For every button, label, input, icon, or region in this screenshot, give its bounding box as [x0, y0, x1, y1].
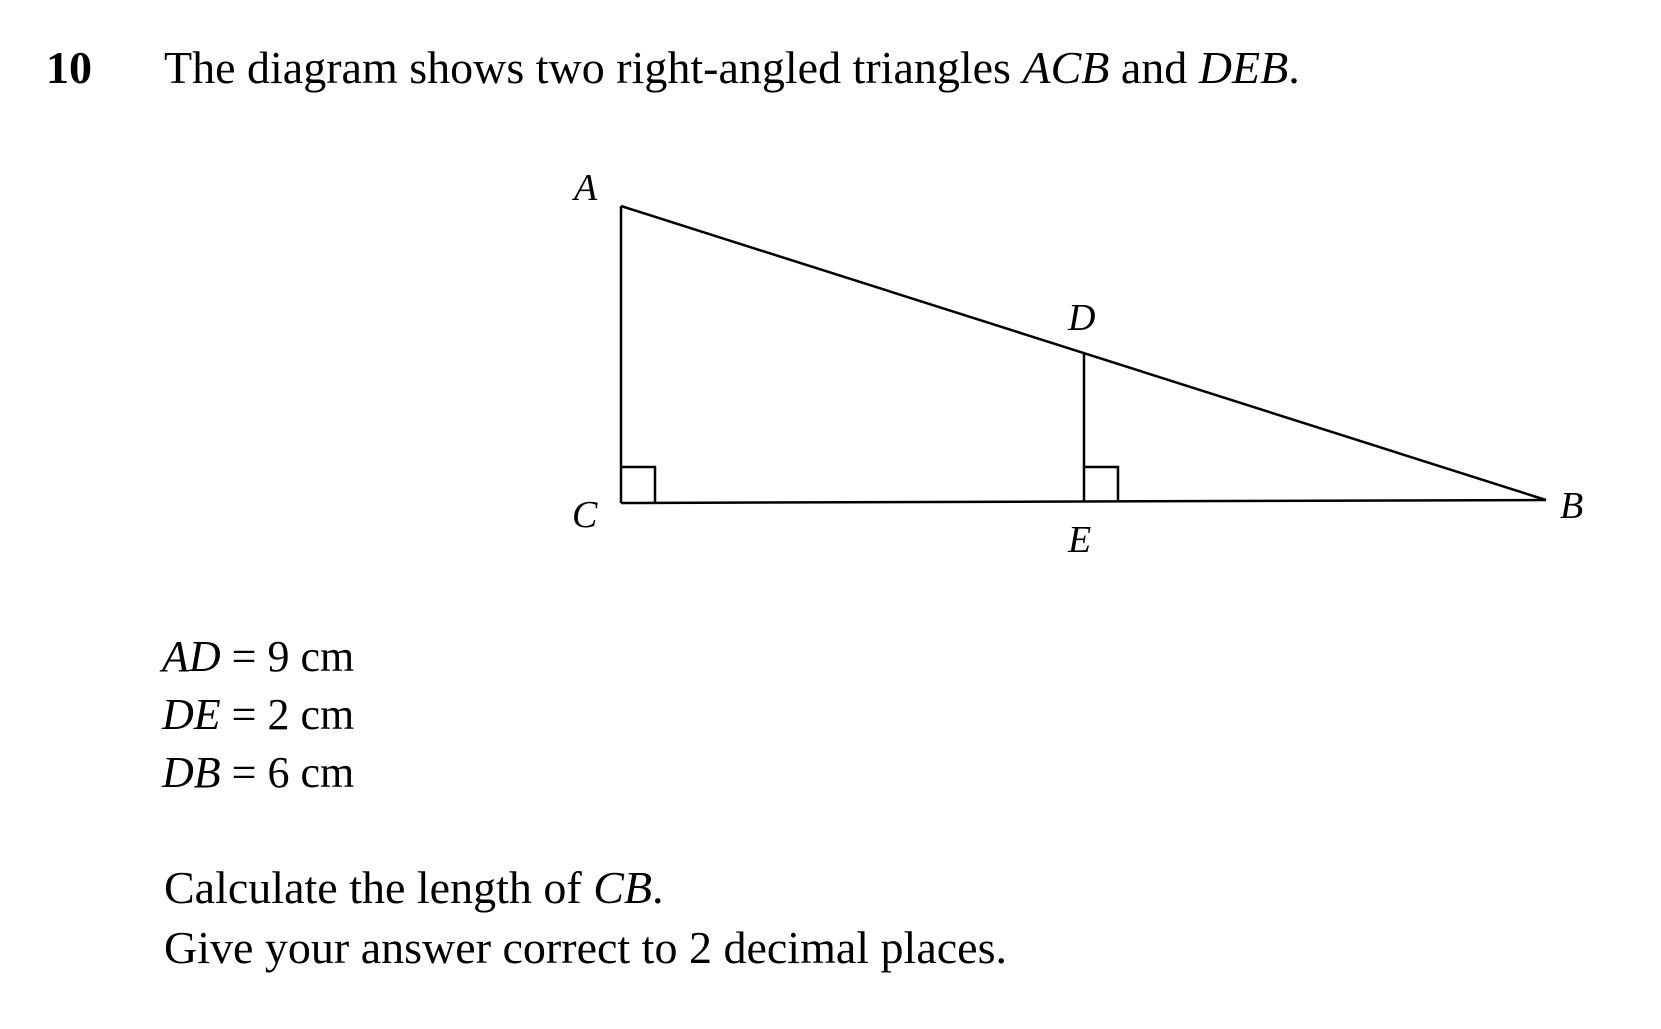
segment-name: AD: [162, 632, 221, 681]
task-line-2: Give your answer correct to 2 decimal places.: [164, 922, 1007, 973]
task-line-1: [164, 858, 1007, 918]
given-db: [162, 744, 354, 802]
intro-period: .: [1288, 42, 1300, 93]
triangle-deb-label: DEB: [1198, 42, 1289, 93]
segment-cb-label: CB: [593, 862, 652, 913]
vertex-label-b: B: [1560, 485, 1584, 527]
segment-name: DB: [162, 748, 221, 797]
segment-name: DE: [162, 690, 221, 739]
question-number: 10: [46, 42, 92, 93]
segment-value: = 6 cm: [220, 748, 355, 797]
vertex-label-d: D: [1068, 297, 1096, 339]
vertex-label-e: E: [1068, 519, 1092, 561]
given-de: [162, 686, 354, 744]
task-text: Calculate the length of: [164, 862, 594, 913]
segment-value: = 9 cm: [220, 632, 355, 681]
given-lengths: [162, 628, 354, 802]
right-angle-marker-e: [1084, 467, 1118, 502]
intro-and: and: [1109, 42, 1199, 93]
task-period: .: [651, 862, 664, 913]
vertex-label-c: C: [572, 494, 598, 536]
vertex-label-a: A: [574, 167, 598, 209]
segment-value: = 2 cm: [220, 690, 355, 739]
task-instructions: [164, 858, 1007, 978]
intro-text: The diagram shows two right-angled triangles: [164, 42, 1023, 93]
right-angle-marker-c: [621, 467, 655, 503]
given-ad: [162, 628, 354, 686]
triangle-acb-label: ACB: [1022, 42, 1110, 93]
